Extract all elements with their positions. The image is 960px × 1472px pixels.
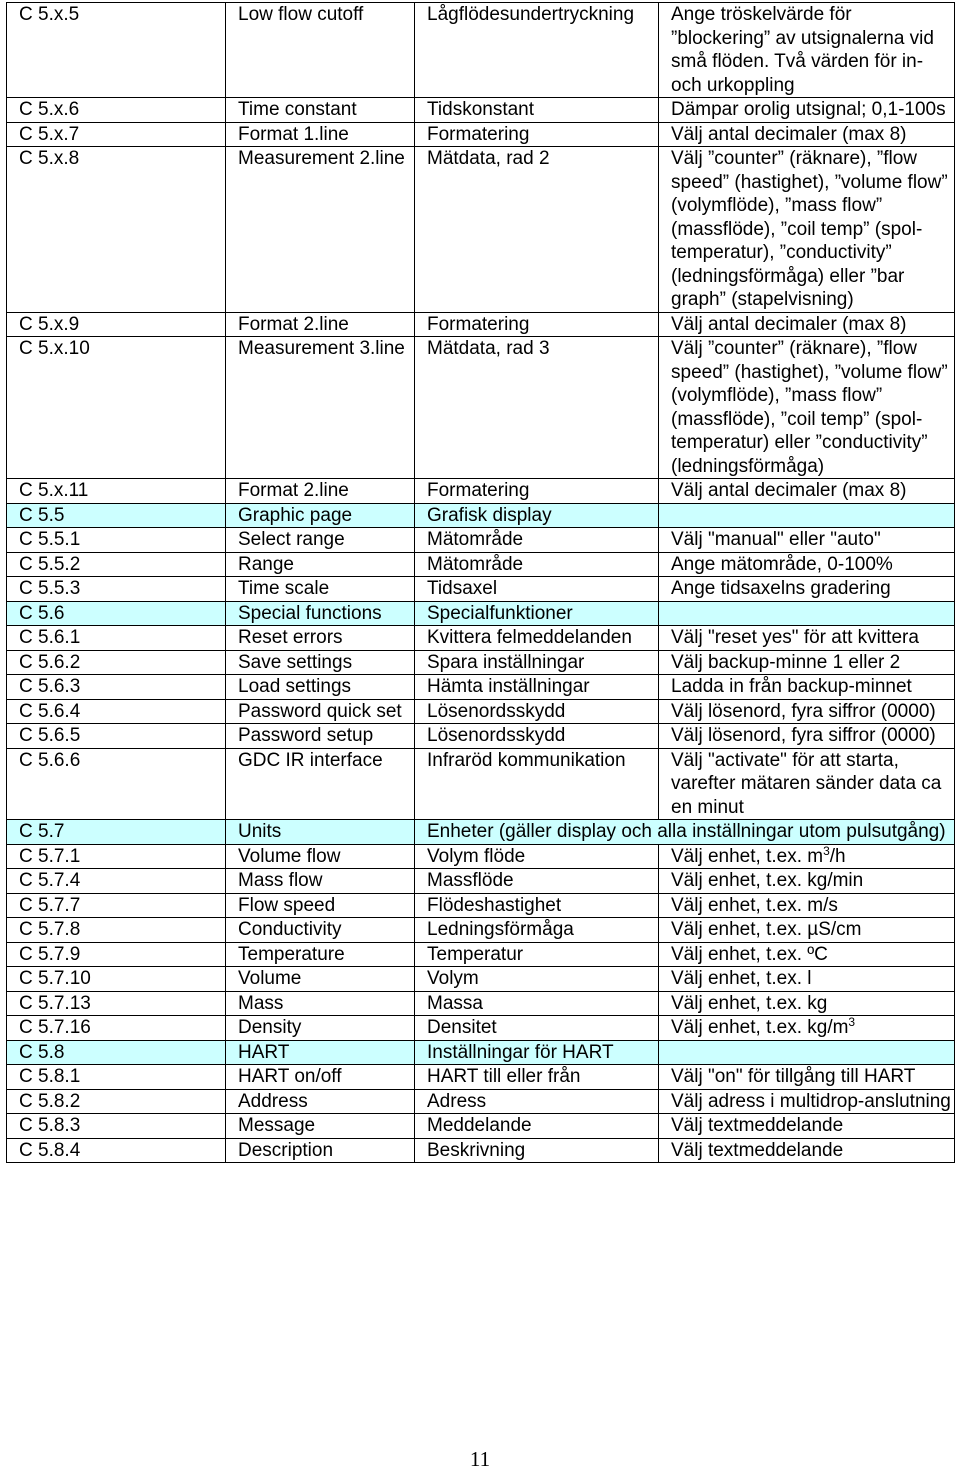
swedish-name-cell: Formatering	[415, 312, 659, 337]
english-name-cell: Password quick set	[226, 699, 415, 724]
menu-code-cell: C 5.6.5	[7, 724, 226, 749]
swedish-name-cell: Volym flöde	[415, 844, 659, 869]
table-row	[7, 699, 955, 724]
menu-code-cell: C 5.x.5	[7, 3, 226, 98]
menu-code-cell: C 5.8.2	[7, 1089, 226, 1114]
swedish-name-cell: Flödeshastighet	[415, 893, 659, 918]
swedish-name-cell: Mätområde	[415, 552, 659, 577]
description-cell: Välj enhet, t.ex. m/s	[659, 893, 955, 918]
table-row	[7, 528, 955, 553]
table-row	[7, 1016, 955, 1041]
swedish-name-cell: Enheter (gäller display och alla inställningar utom pulsutgång)	[415, 820, 955, 845]
english-name-cell: Units	[226, 820, 415, 845]
english-name-cell: Temperature	[226, 942, 415, 967]
english-name-cell: Load settings	[226, 675, 415, 700]
description-cell	[659, 503, 955, 528]
swedish-name-cell: HART till eller från	[415, 1065, 659, 1090]
swedish-name-cell: Volym	[415, 967, 659, 992]
table-row	[7, 991, 955, 1016]
table-row	[7, 724, 955, 749]
menu-code-cell: C 5.x.7	[7, 122, 226, 147]
description-cell	[659, 1040, 955, 1065]
table-row	[7, 479, 955, 504]
menu-code-cell: C 5.5	[7, 503, 226, 528]
settings-table-body	[7, 3, 955, 1163]
menu-code-cell: C 5.7.9	[7, 942, 226, 967]
menu-code-cell: C 5.5.3	[7, 577, 226, 602]
description-cell: Välj antal decimaler (max 8)	[659, 479, 955, 504]
table-row	[7, 552, 955, 577]
menu-code-cell: C 5.x.11	[7, 479, 226, 504]
swedish-name-cell: Tidsaxel	[415, 577, 659, 602]
description-cell: Välj adress i multidrop-anslutning	[659, 1089, 955, 1114]
menu-code-cell: C 5.6.6	[7, 748, 226, 820]
description-cell: Välj textmeddelande	[659, 1138, 955, 1163]
english-name-cell: Time scale	[226, 577, 415, 602]
section-row	[7, 1040, 955, 1065]
description-cell: Välj lösenord, fyra siffror (0000)	[659, 724, 955, 749]
description-cell	[659, 601, 955, 626]
description-cell: Ange tröskelvärde för ”blockering” av utsignalerna vid små flöden. Två värden för in- och urkoppling	[659, 3, 955, 98]
swedish-name-cell: Mätområde	[415, 528, 659, 553]
table-row	[7, 942, 955, 967]
swedish-name-cell: Mätdata, rad 2	[415, 147, 659, 313]
menu-code-cell: C 5.7.16	[7, 1016, 226, 1041]
description-cell: Välj antal decimaler (max 8)	[659, 122, 955, 147]
english-name-cell: HART	[226, 1040, 415, 1065]
english-name-cell: Volume	[226, 967, 415, 992]
table-row	[7, 844, 955, 869]
description-cell: Välj enhet, t.ex. µS/cm	[659, 918, 955, 943]
table-row	[7, 869, 955, 894]
settings-table	[6, 2, 955, 1163]
menu-code-cell: C 5.x.6	[7, 98, 226, 123]
swedish-name-cell: Tidskonstant	[415, 98, 659, 123]
table-row	[7, 1138, 955, 1163]
description-cell: Välj ”counter” (räknare), ”flow speed” (hastighet), ”volume flow” (volymflöde), ”mass flow” (massflöde), ”coil temp” (spol-temperatur), ”conductivity” (ledningsförmåga) eller ”bar graph” (stapelvisning)	[659, 147, 955, 313]
description-cell: Välj ”counter” (räknare), ”flow speed” (hastighet), ”volume flow” (volymflöde), ”mass flow” (massflöde), ”coil temp” (spol-temperatur) eller ”conductivity” (ledningsförmåga)	[659, 337, 955, 479]
english-name-cell: Password setup	[226, 724, 415, 749]
swedish-name-cell: Densitet	[415, 1016, 659, 1041]
table-row	[7, 3, 955, 98]
description-cell: Välj enhet, t.ex. l	[659, 967, 955, 992]
description-cell: Välj backup-minne 1 eller 2	[659, 650, 955, 675]
description-cell: Ange mätområde, 0-100%	[659, 552, 955, 577]
english-name-cell: Graphic page	[226, 503, 415, 528]
swedish-name-cell: Meddelande	[415, 1114, 659, 1139]
table-row	[7, 748, 955, 820]
description-cell	[659, 844, 955, 869]
swedish-name-cell: Massflöde	[415, 869, 659, 894]
swedish-name-cell: Spara inställningar	[415, 650, 659, 675]
swedish-name-cell: Lågflödesundertryckning	[415, 3, 659, 98]
english-name-cell: Format 2.line	[226, 312, 415, 337]
english-name-cell: Volume flow	[226, 844, 415, 869]
english-name-cell: Measurement 3.line	[226, 337, 415, 479]
description-cell: Ladda in från backup-minnet	[659, 675, 955, 700]
menu-code-cell: C 5.7.1	[7, 844, 226, 869]
english-name-cell: Time constant	[226, 98, 415, 123]
description-cell: Välj lösenord, fyra siffror (0000)	[659, 699, 955, 724]
swedish-name-cell: Adress	[415, 1089, 659, 1114]
table-row	[7, 337, 955, 479]
english-name-cell: Low flow cutoff	[226, 3, 415, 98]
unit-superscript: 3	[823, 844, 830, 858]
english-name-cell: Special functions	[226, 601, 415, 626]
english-name-cell: Address	[226, 1089, 415, 1114]
menu-code-cell: C 5.8.3	[7, 1114, 226, 1139]
english-name-cell: Message	[226, 1114, 415, 1139]
menu-code-cell: C 5.6	[7, 601, 226, 626]
table-row	[7, 1065, 955, 1090]
page-number: 11	[469, 1447, 491, 1471]
english-name-cell: Mass	[226, 991, 415, 1016]
menu-code-cell: C 5.5.1	[7, 528, 226, 553]
unit-superscript: 3	[848, 1015, 856, 1029]
menu-code-cell: C 5.x.9	[7, 312, 226, 337]
table-row	[7, 650, 955, 675]
english-name-cell: Mass flow	[226, 869, 415, 894]
english-name-cell: Format 1.line	[226, 122, 415, 147]
english-name-cell: Format 2.line	[226, 479, 415, 504]
english-name-cell: Range	[226, 552, 415, 577]
swedish-name-cell: Kvittera felmeddelanden	[415, 626, 659, 651]
menu-code-cell: C 5.7.8	[7, 918, 226, 943]
menu-code-cell: C 5.x.8	[7, 147, 226, 313]
menu-code-cell: C 5.7.10	[7, 967, 226, 992]
menu-code-cell: C 5.7	[7, 820, 226, 845]
menu-code-cell: C 5.5.2	[7, 552, 226, 577]
english-name-cell: Description	[226, 1138, 415, 1163]
swedish-name-cell: Formatering	[415, 122, 659, 147]
swedish-name-cell: Lösenordsskydd	[415, 724, 659, 749]
english-name-cell: Reset errors	[226, 626, 415, 651]
swedish-name-cell: Ledningsförmåga	[415, 918, 659, 943]
swedish-name-cell: Hämta inställningar	[415, 675, 659, 700]
menu-code-cell: C 5.8	[7, 1040, 226, 1065]
english-name-cell: Measurement 2.line	[226, 147, 415, 313]
table-row	[7, 675, 955, 700]
table-row	[7, 147, 955, 313]
swedish-name-cell: Lösenordsskydd	[415, 699, 659, 724]
description-text-suffix: /h	[829, 845, 846, 867]
table-row	[7, 1089, 955, 1114]
description-cell: Välj enhet, t.ex. kg	[659, 991, 955, 1016]
swedish-name-cell: Mätdata, rad 3	[415, 337, 659, 479]
description-cell: Välj "reset yes" för att kvittera	[659, 626, 955, 651]
swedish-name-cell: Massa	[415, 991, 659, 1016]
section-row	[7, 601, 955, 626]
swedish-name-cell: Inställningar för HART	[415, 1040, 659, 1065]
section-row	[7, 820, 955, 845]
english-name-cell: Density	[226, 1016, 415, 1041]
table-row	[7, 122, 955, 147]
table-row	[7, 98, 955, 123]
english-name-cell: GDC IR interface	[226, 748, 415, 820]
description-cell	[659, 1016, 955, 1041]
menu-code-cell: C 5.6.2	[7, 650, 226, 675]
swedish-name-cell: Infraröd kommunikation	[415, 748, 659, 820]
swedish-name-cell: Temperatur	[415, 942, 659, 967]
table-row	[7, 626, 955, 651]
description-cell: Välj "activate" för att starta, varefter mätaren sänder data ca en minut	[659, 748, 955, 820]
english-name-cell: Flow speed	[226, 893, 415, 918]
swedish-name-cell: Grafisk display	[415, 503, 659, 528]
menu-code-cell: C 5.7.13	[7, 991, 226, 1016]
table-row	[7, 967, 955, 992]
table-row	[7, 577, 955, 602]
swedish-name-cell: Beskrivning	[415, 1138, 659, 1163]
description-cell: Välj antal decimaler (max 8)	[659, 312, 955, 337]
section-row	[7, 503, 955, 528]
english-name-cell: Save settings	[226, 650, 415, 675]
menu-code-cell: C 5.6.1	[7, 626, 226, 651]
table-row	[7, 312, 955, 337]
menu-code-cell: C 5.7.7	[7, 893, 226, 918]
english-name-cell: Conductivity	[226, 918, 415, 943]
table-row	[7, 893, 955, 918]
menu-code-cell: C 5.8.1	[7, 1065, 226, 1090]
description-cell: Välj enhet, t.ex. ºC	[659, 942, 955, 967]
swedish-name-cell: Specialfunktioner	[415, 601, 659, 626]
menu-code-cell: C 5.x.10	[7, 337, 226, 479]
english-name-cell: Select range	[226, 528, 415, 553]
description-text: Välj enhet, t.ex. kg/m	[671, 1017, 849, 1038]
table-row	[7, 1114, 955, 1139]
description-cell: Dämpar orolig utsignal; 0,1-100s	[659, 98, 955, 123]
description-cell: Välj "manual" eller "auto"	[659, 528, 955, 553]
description-cell: Ange tidsaxelns gradering	[659, 577, 955, 602]
menu-code-cell: C 5.6.4	[7, 699, 226, 724]
english-name-cell: HART on/off	[226, 1065, 415, 1090]
description-cell: Välj "on" för tillgång till HART	[659, 1065, 955, 1090]
description-text: Välj enhet, t.ex. m	[671, 845, 824, 867]
description-cell: Välj textmeddelande	[659, 1114, 955, 1139]
menu-code-cell: C 5.7.4	[7, 869, 226, 894]
swedish-name-cell: Formatering	[415, 479, 659, 504]
description-cell: Välj enhet, t.ex. kg/min	[659, 869, 955, 894]
menu-code-cell: C 5.8.4	[7, 1138, 226, 1163]
table-row	[7, 918, 955, 943]
menu-code-cell: C 5.6.3	[7, 675, 226, 700]
